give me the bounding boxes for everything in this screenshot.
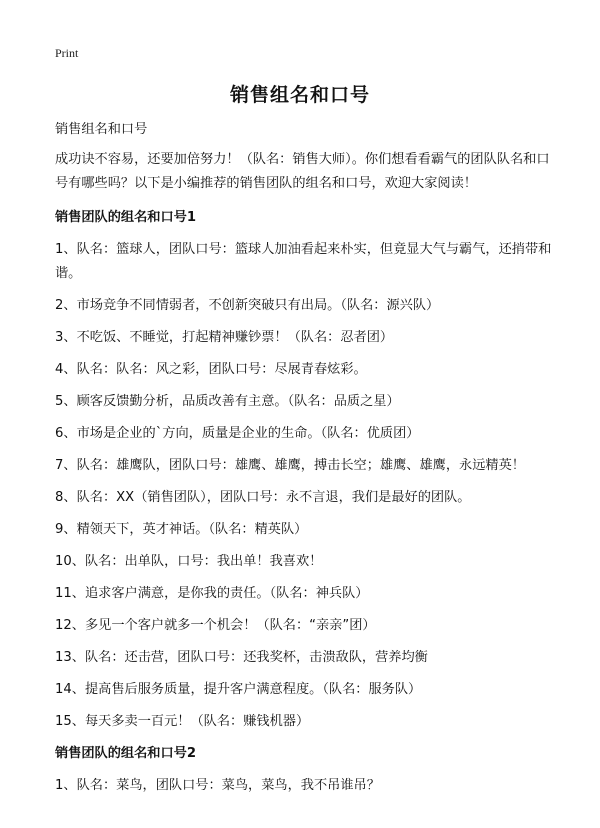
list-item: 12、多见一个客户就多一个机会！（队名：“亲亲”团）: [55, 618, 376, 633]
list-item: 4、队名：队名：风之彩，团队口号：尽展青春炫彩。: [55, 362, 367, 377]
list-item: 5、顾客反馈勤分析，品质改善有主意。（队名：品质之星）: [55, 394, 400, 409]
list-item: 14、提高售后服务质量，提升客户满意程度。（队名：服务队）: [55, 682, 422, 697]
print-label: Print: [55, 46, 79, 60]
section-heading: 销售团队的组名和口号1: [55, 210, 197, 225]
list-item: 1、队名：篮球人，团队口号：篮球人加油看起来朴实，但竟显大气与霸气，还捎带和谐。: [55, 242, 552, 281]
list-item: 3、不吃饭、不睡觉，打起精神赚钞票！（队名：忍者团）: [55, 330, 394, 345]
list-item: 6、市场是企业的`方向，质量是企业的生命。（队名：优质团）: [55, 426, 420, 441]
document-subtitle: 销售组名和口号: [55, 122, 148, 137]
section-heading: 销售团队的组名和口号2: [55, 746, 197, 761]
document-body: [55, 118, 555, 806]
list-item: 11、追求客户满意，是你我的责任。（队名：神兵队）: [55, 586, 369, 601]
list-item: 15、每天多卖一百元！（队名：赚钱机器）: [55, 714, 310, 729]
list-item: 13、队名：还击营，团队口号：还我奖杯，击溃敌队，营养均衡: [55, 650, 428, 665]
section-2: [55, 742, 555, 798]
list-item: 10、队名：出单队，口号：我出单！我喜欢！: [55, 554, 323, 569]
list-item: 7、队名：雄鹰队，团队口号：雄鹰、雄鹰，搏击长空；雄鹰、雄鹰，永远精英！: [55, 458, 525, 473]
page-title: 销售组名和口号: [229, 84, 370, 106]
list-item: 2、市场竞争不同情弱者，不创新突破只有出局。（队名：源兴队）: [55, 298, 440, 313]
section-1: [55, 206, 555, 734]
list-item: 1、队名：菜鸟，团队口号：菜鸟，菜鸟，我不吊谁吊？: [55, 778, 380, 793]
intro-paragraph: 成功诀不容易，还要加倍努力！（队名：销售大师）。你们想看看霸气的团队队名和口号有哪些吗？以下是小编推荐的销售团队的组名和口号，欢迎大家阅读！: [55, 152, 550, 191]
list-item: 8、队名：XX（销售团队），团队口号：永不言退，我们是最好的团队。: [55, 490, 471, 505]
list-item: 9、精领天下，英才神话。（队名：精英队）: [55, 522, 308, 537]
